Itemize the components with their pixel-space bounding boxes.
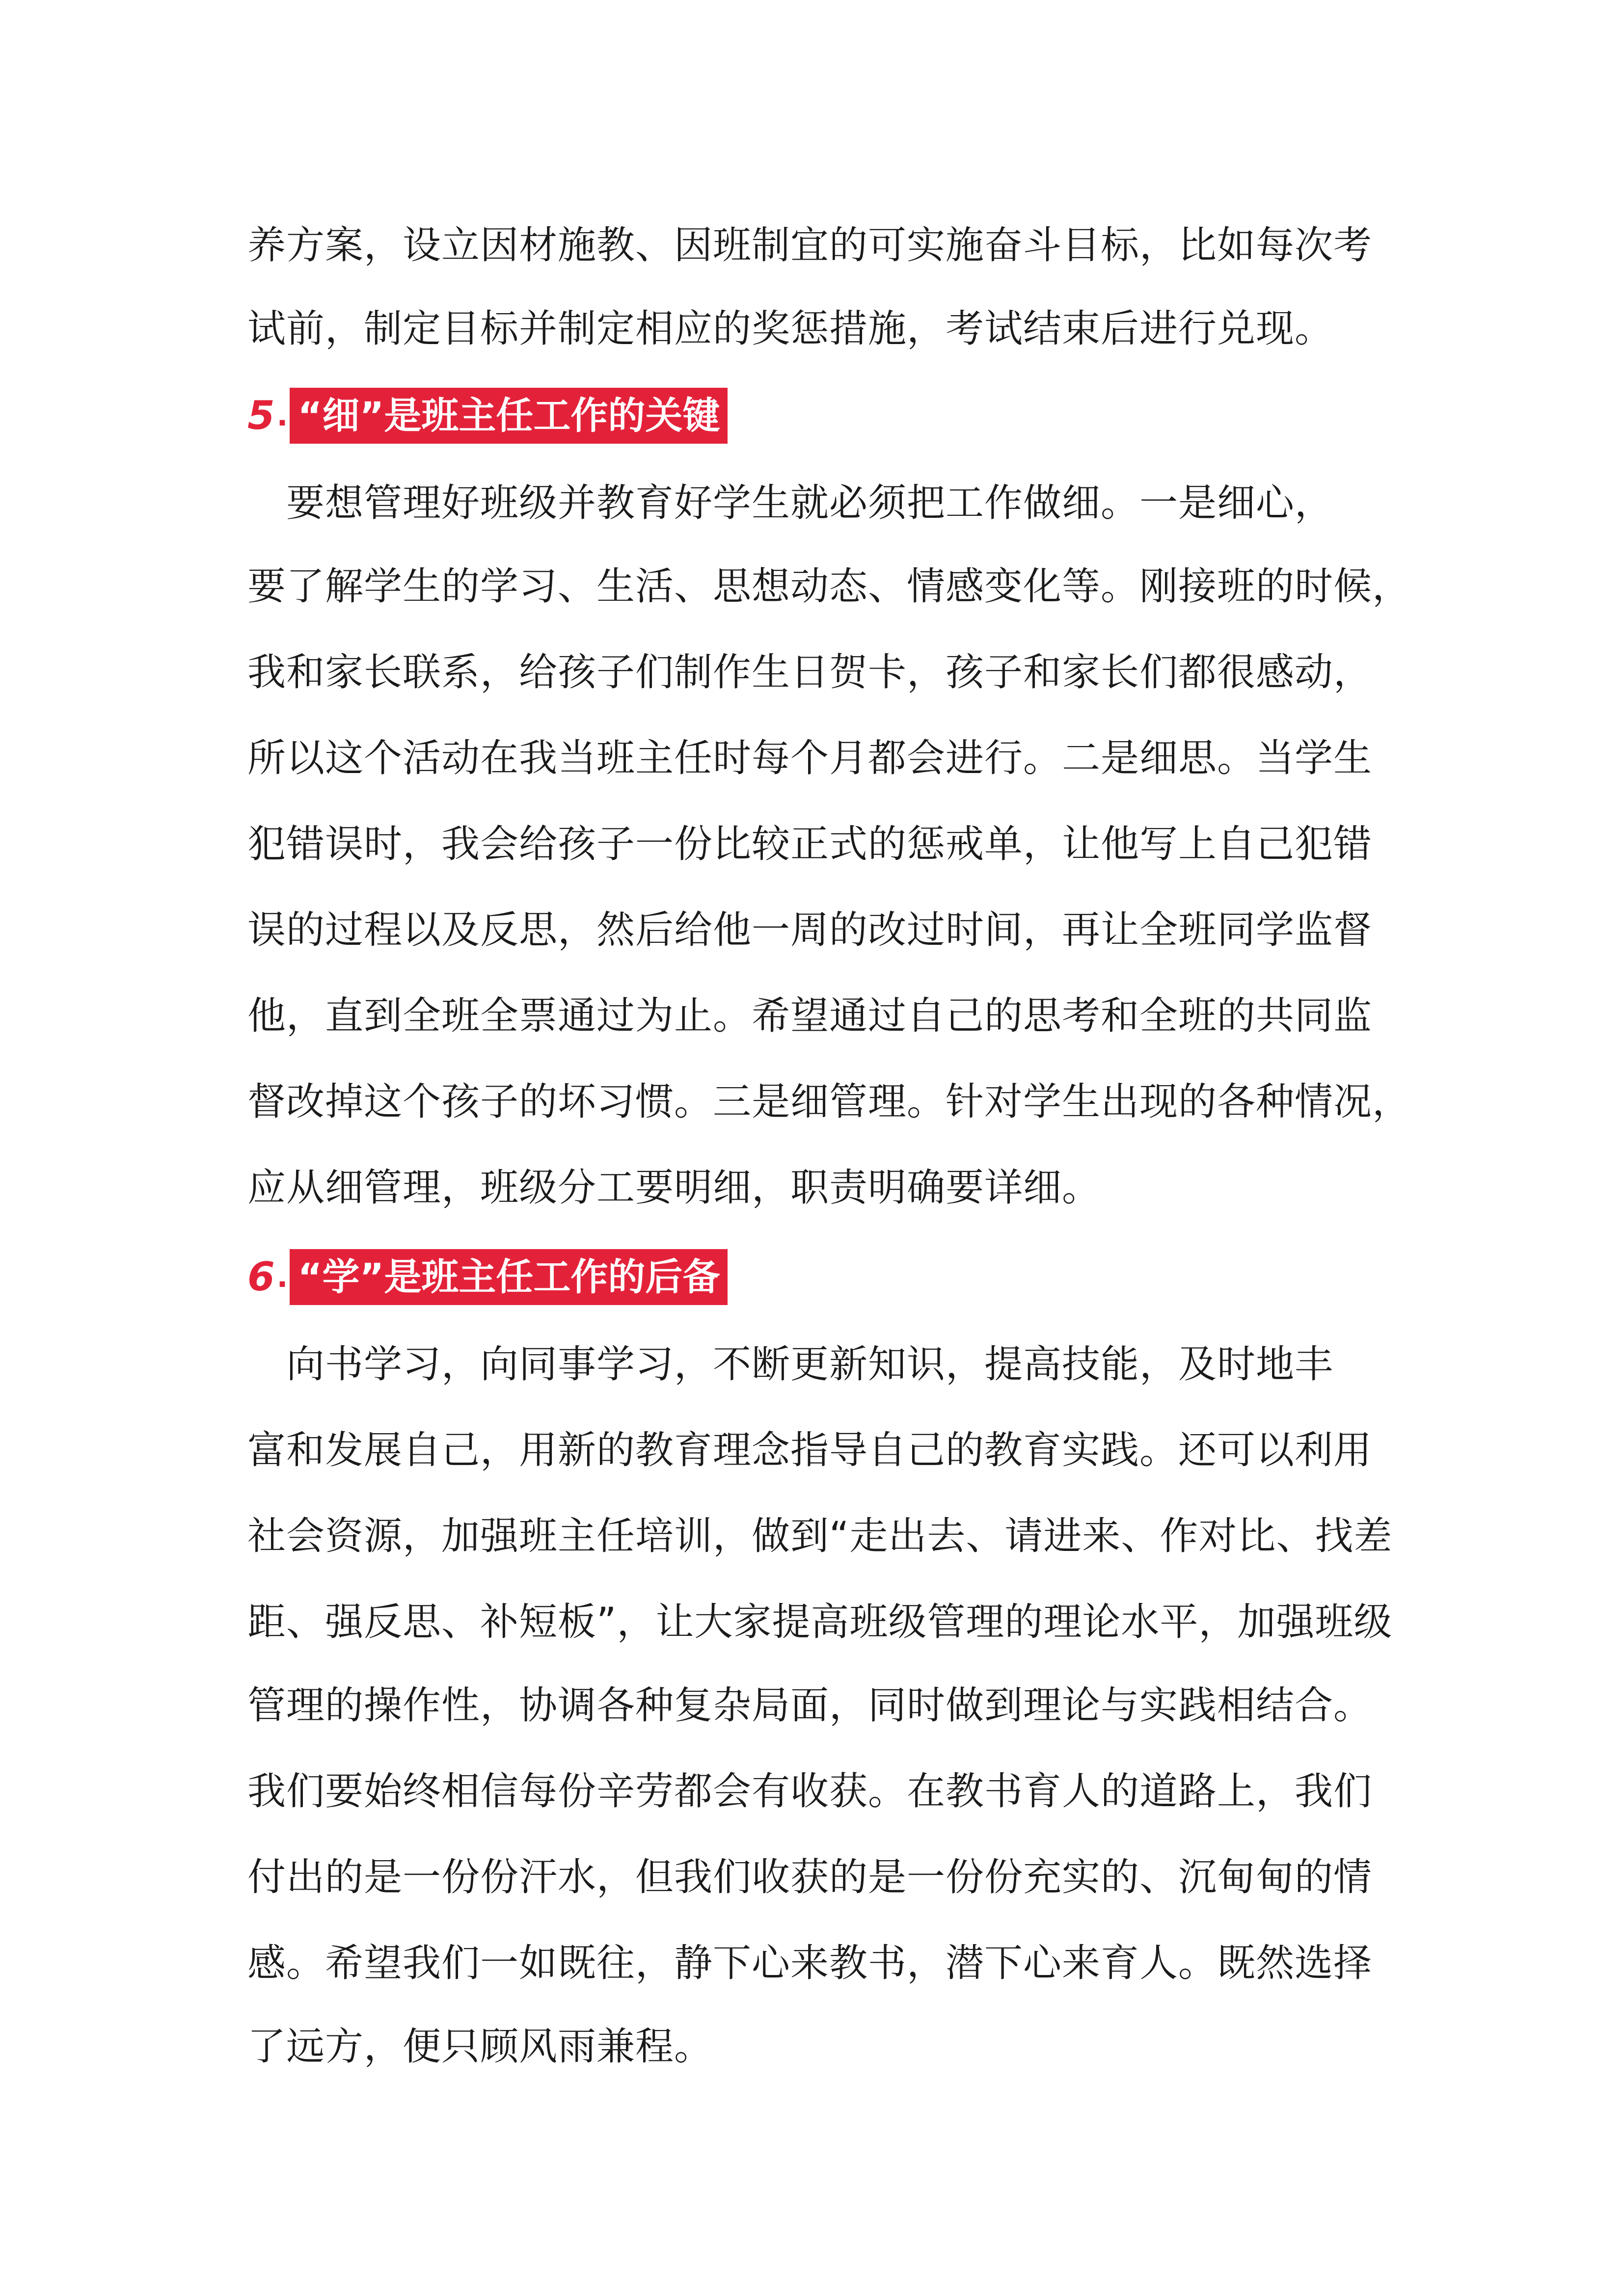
intro-line: 养方案，设立因材施教、因班制宜的可实施奋斗目标，比如每次考 bbox=[247, 223, 1373, 267]
section-6-heading bbox=[247, 1249, 728, 1305]
section-6-number: 6 bbox=[247, 1254, 275, 1300]
section-5-dot: . bbox=[276, 399, 288, 433]
paragraph-line: 管理的操作性，协调各种复杂局面，同时做到理论与实践相结合。 bbox=[247, 1683, 1373, 1728]
paragraph-line: 了远方，便只顾风雨兼程。 bbox=[247, 2025, 713, 2069]
section-5-number: 5 bbox=[247, 393, 275, 438]
paragraph-line: 我和家长联系，给孩子们制作生日贺卡，孩子和家长们都很感动， bbox=[247, 650, 1373, 694]
paragraph-line: 富和发展自己，用新的教育理念指导自己的教育实践。还可以利用 bbox=[247, 1428, 1373, 1472]
paragraph-line: 要想管理好班级并教育好学生就必须把工作做细。一是细心， bbox=[247, 481, 1334, 525]
paragraph-line: 距、强反思、补短板”，让大家提高班级管理的理论水平，加强班级 bbox=[247, 1600, 1393, 1644]
paragraph-line: 所以这个活动在我当班主任时每个月都会进行。二是细思。当学生 bbox=[247, 736, 1373, 780]
paragraph-line: 犯错误时，我会给孩子一份比较正式的惩戒单，让他写上自己犯错 bbox=[247, 822, 1373, 866]
paragraph-line: 向书学习，向同事学习，不断更新知识，提高技能，及时地丰 bbox=[247, 1342, 1334, 1387]
paragraph-line: 感。希望我们一如既往，静下心来教书，潜下心来育人。既然选择 bbox=[247, 1941, 1373, 1985]
intro-line: 试前，制定目标并制定相应的奖惩措施，考试结束后进行兑现。 bbox=[247, 307, 1334, 351]
paragraph-line: 我们要始终相信每份辛劳都会有收获。在教书育人的道路上，我们 bbox=[247, 1769, 1373, 1814]
paragraph-line: 社会资源，加强班主任培训，做到“走出去、请进来、作对比、找差 bbox=[247, 1514, 1393, 1558]
paragraph-line: 要了解学生的学习、生活、思想动态、情感变化等。刚接班的时候， bbox=[247, 564, 1411, 609]
section-6-title: “学”是班主任工作的后备 bbox=[290, 1249, 728, 1305]
section-6-dot: . bbox=[276, 1260, 288, 1294]
section-5-heading bbox=[247, 388, 728, 444]
paragraph-line: 督改掉这个孩子的坏习惯。三是细管理。针对学生出现的各种情况， bbox=[247, 1080, 1411, 1124]
paragraph-line: 误的过程以及反思，然后给他一周的改过时间，再让全班同学监督 bbox=[247, 908, 1373, 952]
paragraph-line: 他，直到全班全票通过为止。希望通过自己的思考和全班的共同监 bbox=[247, 994, 1373, 1038]
paragraph-line: 付出的是一份份汗水，但我们收获的是一份份充实的、沉甸甸的情 bbox=[247, 1855, 1373, 1899]
paragraph-line: 应从细管理，班级分工要明细，职责明确要详细。 bbox=[247, 1166, 1101, 1210]
section-5-title: “细”是班主任工作的关键 bbox=[290, 388, 728, 444]
